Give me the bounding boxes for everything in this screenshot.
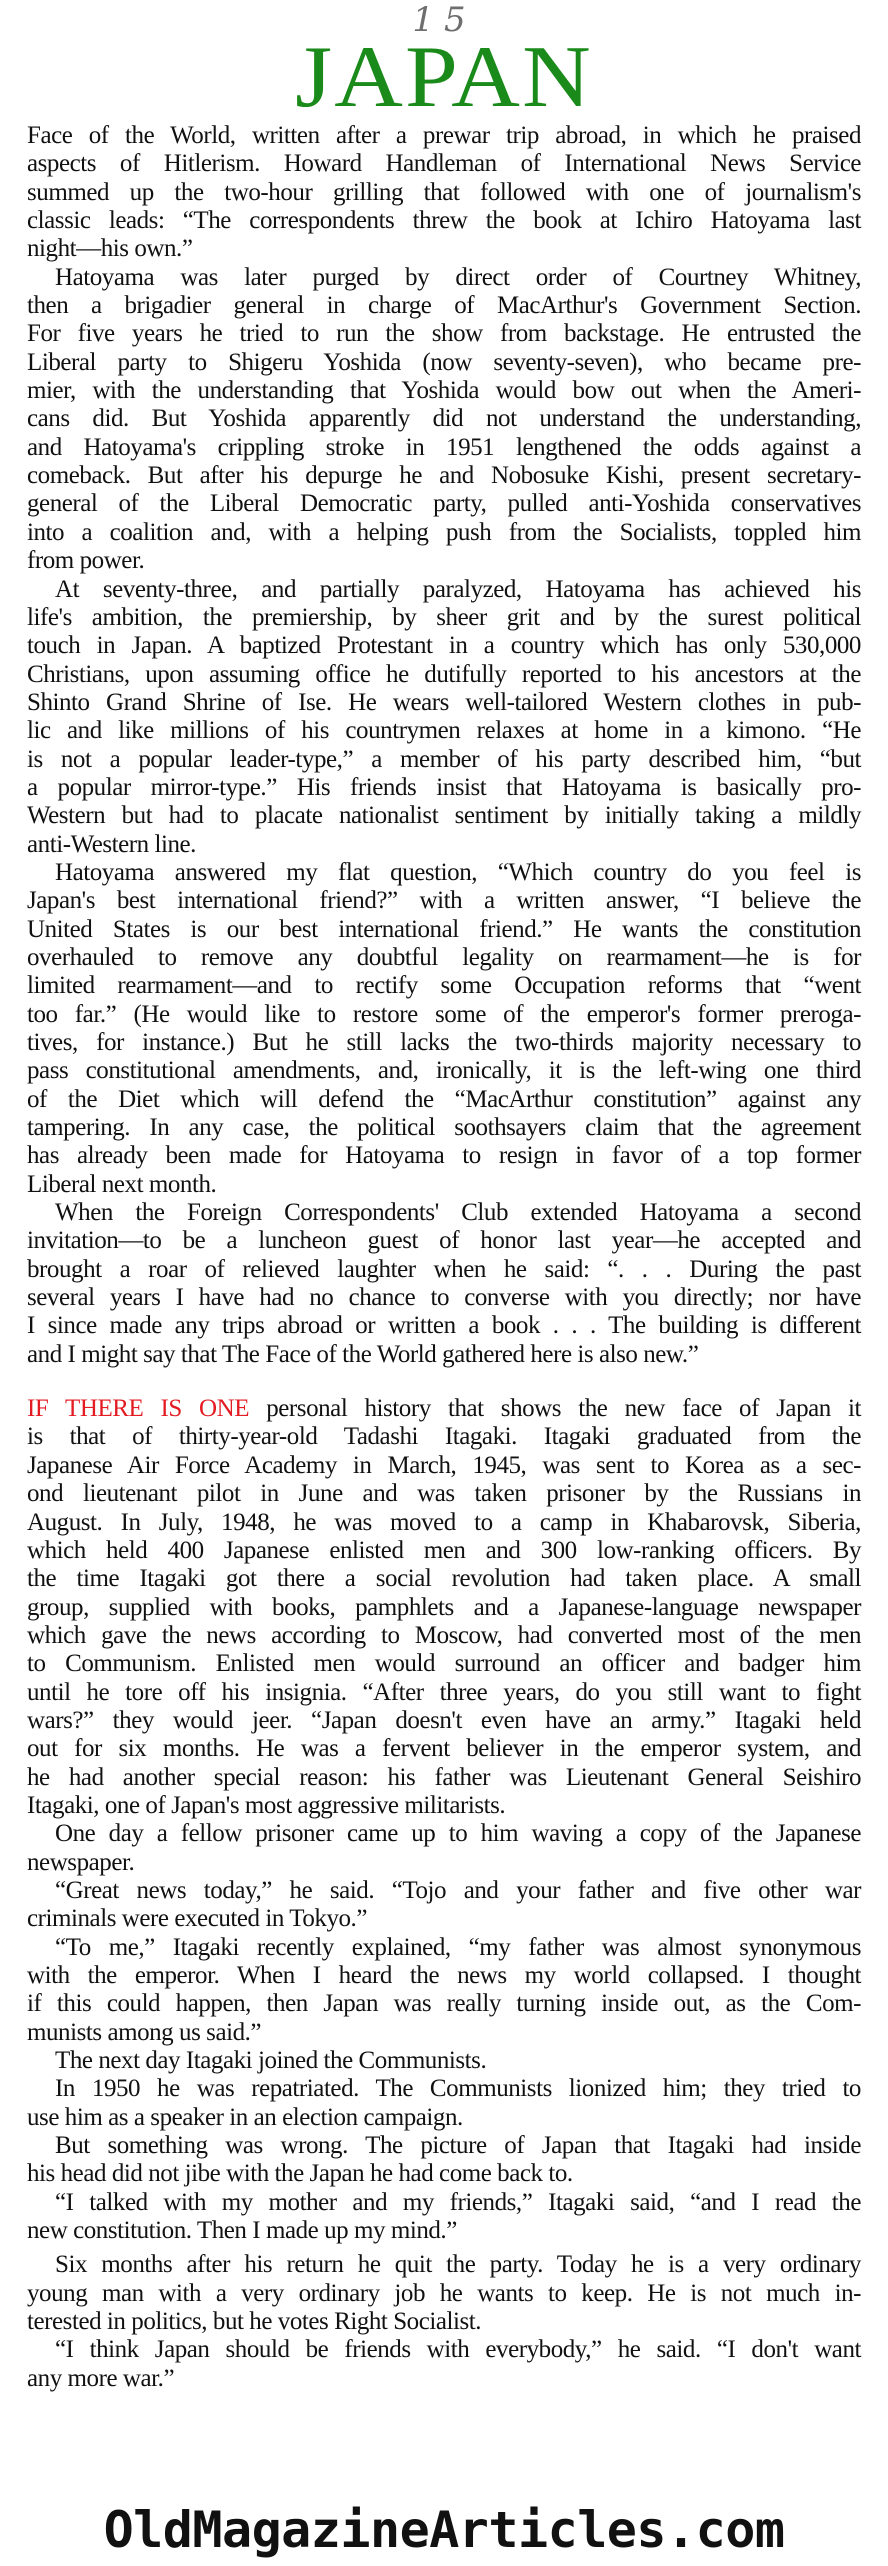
text-line: Six months after his return he quit the party. Today he is a very ordinary [55,2251,861,2279]
paragraph [27,2075,861,2132]
text-line: mier, with the understanding that Yoshida would bow out when the Ameri- [27,377,861,405]
article-body [27,122,861,2393]
text-line: the time Itagaki got there a social revolution had taken place. A small [27,1565,861,1593]
text-line: general of the Liberal Democratic party, pulled anti-Yoshida conservatives [27,490,861,518]
text-line: of the Diet which will defend the “MacArthur constitution” against any [27,1085,861,1113]
text-line: Shinto Grand Shrine of Ise. He wears well-tailored Western clothes in pub- [27,688,861,716]
text-line: Japanese Air Force Academy in March, 1945, was sent to Korea as a sec- [27,1451,861,1479]
paragraph [27,122,861,264]
text-line: “Great news today,” he said. “Tojo and your father and five other war [55,1876,861,1904]
text-line: summed up the two-hour grilling that followed with one of journalism's [27,178,861,206]
text-line: several years I have had no chance to converse with you directly; nor have [27,1284,861,1312]
page-number: 15 [412,0,476,40]
text-line: is that of thirty-year-old Tadashi Itagaki. Itagaki graduated from the [27,1423,861,1451]
text-line: to Communism. Enlisted men would surround an officer and badger him [27,1650,861,1678]
text-line: which held 400 Japanese enlisted men and 300 low-ranking officers. By [27,1536,861,1564]
section-lead-in: IF THERE IS ONE [27,1395,250,1423]
text-line: if this could happen, then Japan was really turning inside out, as the Com- [27,1990,861,2018]
text-line: classic leads: “The correspondents threw the book at Ichiro Hatoyama last [27,207,861,235]
text-line: At seventy-three, and partially paralyzed, Hatoyama has achieved his [55,575,861,603]
text-line: tampering. In any case, the political soothsayers claim that the agreement [27,1114,861,1142]
text-line: “I think Japan should be friends with everybody,” he said. “I don't want [55,2336,861,2364]
text-line: has already been made for Hatoyama to resign in favor of a top former [27,1142,861,1170]
text-line: munists among us said.” [27,2018,262,2046]
paragraph [27,1934,861,2047]
text-line: “To me,” Itagaki recently explained, “my father was almost synonymous [55,1933,861,1961]
text-line: overhauled to remove any doubtful legality on rearmament—he is for [27,943,861,971]
paragraph [27,859,861,1199]
paragraph [27,2189,861,2246]
text-line: into a coalition and, with a helping push from the Socialists, toppled him [27,518,861,546]
text-line: life's ambition, the premiership, by sheer grit and by the surest political [27,603,861,631]
text-line: For five years he tried to run the show from backstage. He entrusted the [27,320,861,348]
text-line: until he tore off his insignia. “After three years, do you still want to fight [27,1678,861,1706]
text-line: August. In July, 1948, he was moved to a camp in Khabarovsk, Siberia, [27,1508,861,1536]
text-line: The next day Itagaki joined the Communists. [55,2047,487,2075]
text-line: terested in politics, but he votes Right Socialist. [27,2308,482,2336]
text-line: anti-Western line. [27,830,196,858]
text-line: lic and like millions of his countrymen relaxes at home in a kimono. “He [27,717,861,745]
paragraph [27,2047,861,2075]
paragraph [27,2251,861,2336]
lead-line-rest: personal history that shows the new face of Japan it [266,1395,861,1423]
text-line: ond lieutenant pilot in June and was taken prisoner by the Russians in [27,1480,861,1508]
text-line: One day a fellow prisoner came up to him waving a copy of the Japanese [55,1820,861,1848]
text-line: Face of the World, written after a prewar trip abroad, in which he praised [27,122,861,149]
paragraph [27,576,861,859]
text-line: his head did not jibe with the Japan he had come back to. [27,2160,573,2188]
text-line: newspaper. [27,1848,135,1876]
text-line: too far.” (He would like to restore some of the emperor's former preroga- [27,1000,861,1028]
text-line: Hatoyama answered my flat question, “Which country do you feel is [55,858,861,886]
text-line: Liberal party to Shigeru Yoshida (now seventy-seven), who became pre- [27,348,861,376]
paragraph [27,1423,861,1820]
text-line: United States is our best international friend.” He wants the constitution [27,915,861,943]
text-line: touch in Japan. A baptized Protestant in a country which has only 530,000 [27,632,861,660]
text-line: Christians, upon assuming office he dutifully reported to his ancestors at the [27,660,861,688]
paragraph [27,1199,861,1369]
text-line: any more war.” [27,2364,175,2392]
section-title: JAPAN [295,29,593,126]
text-line: invitation—to be a luncheon guest of honor last year—he accepted and [27,1227,861,1255]
text-line: out for six months. He was a fervent believer in the emperor system, and [27,1735,861,1763]
text-line: comeback. But after his depurge he and Nobosuke Kishi, present secretary- [27,462,861,490]
text-line: cans did. But Yoshida apparently did not understand the understanding, [27,405,861,433]
text-line: he had another special reason: his father was Lieutenant General Seishiro [27,1763,861,1791]
text-line: new constitution. Then I made up my mind.” [27,2217,457,2245]
text-line: tives, for instance.) But he still lacks the two-thirds majority necessary to [27,1029,861,1056]
paragraph [27,264,861,576]
section-break [27,1369,861,1395]
text-line: brought a roar of relieved laughter when he said: “. . . During the past [27,1255,861,1283]
text-line: But something was wrong. The picture of Japan that Itagaki had inside [55,2132,861,2160]
text-line: Japan's best international friend?” with a written answer, “I believe the [27,887,861,915]
text-line: aspects of Hitlerism. Howard Handleman of International News Service [27,150,861,178]
text-line: and Hatoyama's crippling stroke in 1951 lengthened the odds against a [27,433,861,461]
text-line: is not a popular leader-type,” a member of his party described him, “but [27,745,861,773]
text-line: a popular mirror-type.” His friends insist that Hatoyama is basically pro- [27,773,861,801]
paragraph [27,1877,861,1934]
text-line: Western but had to placate nationalist sentiment by initially taking a mildly [27,802,861,830]
text-line: criminals were executed in Tokyo.” [27,1905,367,1933]
text-line: Itagaki, one of Japan's most aggressive militarists. [27,1791,506,1819]
paragraph [27,2132,861,2189]
text-line: In 1950 he was repatriated. The Communists lionized him; they tried to [55,2075,861,2103]
text-line: young man with a very ordinary job he wants to keep. He is not much in- [27,2279,861,2307]
text-line [27,1395,861,1423]
text-line: “I talked with my mother and my friends,” Itagaki said, “and I read the [55,2188,861,2216]
text-line: limited rearmament—and to rectify some Occupation reforms that “went [27,972,861,1000]
text-line: wars?” they would jeer. “Japan doesn't even have an army.” Itagaki held [27,1706,861,1734]
text-line: Liberal next month. [27,1170,217,1198]
text-line: use him as a speaker in an election campaign. [27,2103,463,2131]
text-line: with the emperor. When I heard the news my world collapsed. I thought [27,1962,861,1989]
text-line: then a brigadier general in charge of MacArthur's Government Section. [27,292,861,320]
paragraph [27,2336,861,2393]
text-line: and I might say that The Face of the World gathered here is also new.” [27,1340,699,1368]
text-line: group, supplied with books, pamphlets and a Japanese-language newspaper [27,1593,861,1621]
text-line: which gave the news according to Moscow, had converted most of the men [27,1621,861,1649]
paragraph [27,1820,861,1877]
text-line: from power. [27,547,145,575]
text-line: Hatoyama was later purged by direct order of Courtney Whitney, [55,263,861,291]
text-line: I since made any trips abroad or written a book . . . The building is different [27,1312,861,1340]
site-watermark: OldMagazineArticles.com [103,2501,785,2559]
text-line: night—his own.” [27,235,193,263]
text-line: When the Foreign Correspondents' Club extended Hatoyama a second [55,1199,861,1227]
text-line: pass constitutional amendments, and, ironically, it is the left-wing one third [27,1057,861,1085]
